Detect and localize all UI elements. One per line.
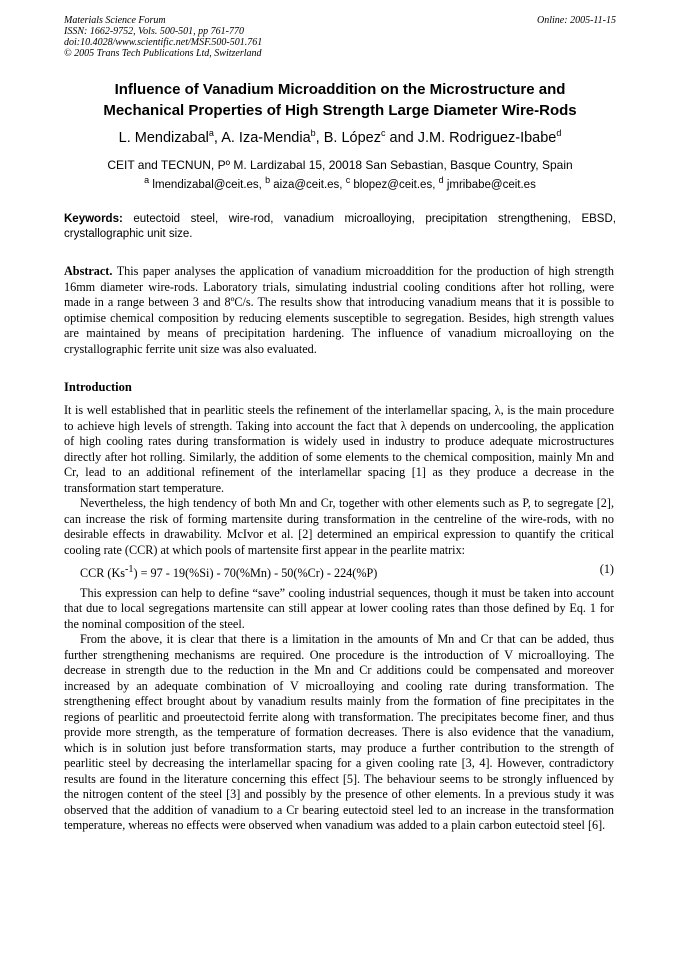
email-address: jmribabe@ceit.es <box>446 179 536 191</box>
abstract <box>64 264 614 357</box>
abstract-label: Abstract. <box>64 264 113 278</box>
online-date: Online: 2005-11-15 <box>537 15 616 26</box>
section-heading-introduction: Introduction <box>64 380 132 394</box>
email-sup: c <box>345 175 351 186</box>
copyright-line: © 2005 Trans Tech Publications Ltd, Switzerland <box>64 48 262 59</box>
intro-paragraph-3: This expression can help to define “save” cooling industrial sequences, though it must be taken into account that due to local segregations martensite can still appear at lower cooling rates than those defined by Eq. 1 for the nominal composition of the steel. <box>64 585 614 631</box>
journal-name: Materials Science Forum <box>64 15 166 26</box>
email-separator: , <box>339 179 346 191</box>
intro-paragraph-2: Nevertheless, the high tendency of both Mn and Cr, together with other elements such as P, to segregate [2], can increase the risk of forming martensite during transformation in the centreline of the wire-rods, with no desirable effects in drawability. McIvor et al. [2] determined an empirical expression to quantify the critical cooling rate (CCR) at which pools of martensite first appear in the pearlite matrix: <box>64 496 614 557</box>
equation-lhs: CCR (Ks <box>80 566 126 581</box>
email-sup: d <box>438 175 444 186</box>
author-separator: and <box>385 130 418 146</box>
keywords-label: Keywords: <box>64 213 123 225</box>
introduction-body <box>64 403 614 834</box>
affiliation: CEIT and TECNUN, Pº M. Lardizabal 15, 20018 San Sebastian, Basque Country, Spain <box>107 158 573 172</box>
email-separator: , <box>258 179 266 191</box>
author-name: A. Iza-Mendia <box>221 130 311 146</box>
author-name: L. Mendizabal <box>118 130 209 146</box>
paper-title <box>64 79 616 121</box>
keywords <box>64 212 616 242</box>
journal-header <box>64 15 616 59</box>
author-name: J.M. Rodriguez-Ibabe <box>417 130 557 146</box>
author-sup: d <box>556 128 562 139</box>
email-address: lmendizabal@ceit.es <box>152 179 259 191</box>
email-separator: , <box>432 179 439 191</box>
email-sup: b <box>265 175 271 186</box>
title-line-1: Influence of Vanadium Microaddition on the Microstructure and <box>114 81 566 98</box>
issn-line: ISSN: 1662-9752, Vols. 500-501, pp 761-770 <box>64 26 244 37</box>
equation-rhs: ) = 97 - 19(%Si) - 70(%Mn) - 50(%Cr) - 224(%P) <box>133 566 378 581</box>
email-address: blopez@ceit.es <box>353 179 433 191</box>
author-name: B. López <box>323 130 381 146</box>
equation-expression <box>80 562 377 582</box>
author-sup: a <box>208 128 214 139</box>
intro-paragraph-4: From the above, it is clear that there is a limitation in the amounts of Mn and Cr that can be added, thus further strengthening mechanisms are required. One procedure is the introduction of V microalloying. The decrease in strength due to the reduction in the Mn and Cr additions could be compensated and moreover increased by an adequate combination of V microalloying and cooling rate during transformation. The strengthening effect brought about by vanadium results mainly from the formation of fine precipitates in the regions of pearlitic and proeutectoid ferrite along with transformation. The precipitates become finer, and thus provide more strength, as the temperature of formation decreases. There is also evidence that the vanadium, which is in solution just before transformation starts, may produce a further contribution to the strength of pearlitic steel by decreasing the interlamellar spacing for a given cooling rate [3, 4]. However, contradictory results are found in the literature concerning this effect [5]. The behaviour seems to be strongly influenced by the nitrogen content of the steel [3] and possibly by the presence of other elements. In a previous study it was observed that the addition of vanadium to a Cr bearing eutectoid steel led to an increase in the transformation temperature, whereas no effects were observed when vanadium was added to a plain carbon eutectoid steel [6]. <box>64 632 614 833</box>
doi-line: doi:10.4028/www.scientific.net/MSF.500-501.761 <box>64 37 263 48</box>
author-separator: , <box>315 130 324 146</box>
keywords-text: eutectoid steel, wire-rod, vanadium microalloying, precipitation strengthening, EBSD, crystallographic unit size. <box>64 213 616 240</box>
author-separator: , <box>213 130 222 146</box>
author-sup: c <box>380 128 386 139</box>
title-line-2: Mechanical Properties of High Strength Large Diameter Wire-Rods <box>103 102 577 119</box>
author-sup: b <box>310 128 316 139</box>
equation-1 <box>64 562 614 582</box>
abstract-text: This paper analyses the application of vanadium microaddition for the production of high strength 16mm diameter wire-rods. Laboratory trials, simulating industrial cooling conditions after hot rolling, were made in a range between 3 and 8ºC/s. The results show that introducing vanadium means that it is possible to optimise chemical composition by reducing elements susceptible to segregation. Besides, high strength values are maintained by means of precipitation hardening. The influence of vanadium microalloying on the crystallographic ferrite unit size was also evaluated. <box>64 264 614 356</box>
email-sup: a <box>144 175 150 186</box>
intro-paragraph-1: It is well established that in pearlitic steels the refinement of the interlamellar spacing, λ, is the main procedure to achieve high levels of strength. Taking into account the fact that λ depends on undercooling, the application of high cooling rates during transformation is widely used in industry to produce adequate microstructures directly after hot rolling. Similarly, the addition of some elements to the chemical composition, mainly Mn and Cr, lead to an additional refinement of the interlamellar spacing [1] as they produce a decrease in the transformation start temperature. <box>64 403 614 495</box>
email-list <box>64 177 616 193</box>
email-address: aiza@ceit.es <box>273 179 340 191</box>
equation-sup: -1 <box>125 564 134 575</box>
equation-number: (1) <box>599 562 614 576</box>
author-list <box>64 128 616 148</box>
